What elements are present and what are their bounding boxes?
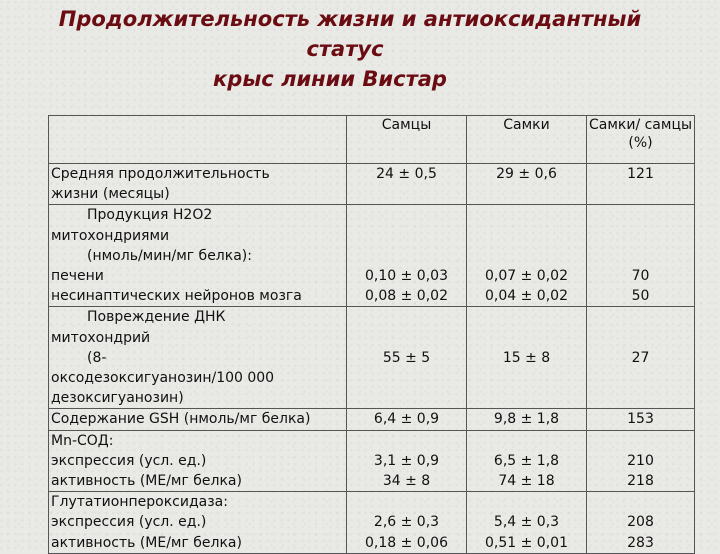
- cell-value: 2,6 ± 0,3: [373, 514, 440, 531]
- cell-ratio: [587, 409, 695, 430]
- slide-title: [0, 4, 720, 94]
- cell-value: 29 ± 0,6: [496, 166, 557, 182]
- cell-value: 74 ± 18: [498, 473, 555, 490]
- cell-ratio: [587, 164, 695, 205]
- cell-value: 34 ± 8: [382, 473, 431, 490]
- label-line: печени: [51, 268, 104, 285]
- label-line: Повреждение ДНК: [87, 309, 226, 326]
- table-row: [49, 307, 695, 409]
- cell-value: 50: [631, 288, 650, 305]
- cell-value: 9,8 ± 1,8: [493, 411, 560, 428]
- label-line: несинаптических нейронов мозга: [51, 288, 302, 305]
- cell-females: [467, 164, 587, 205]
- cell-ratio: [587, 430, 695, 492]
- row-label: [49, 205, 347, 307]
- label-line: оксодезоксигуанозин/100 000: [51, 370, 275, 387]
- cell-value: 70: [631, 268, 650, 285]
- cell-ratio: [587, 205, 695, 307]
- cell-females: [467, 409, 587, 430]
- label-line: активность (МЕ/мг белка): [51, 534, 242, 551]
- cell-value: 283: [627, 534, 654, 551]
- label-line: Mn-СОД:: [51, 432, 114, 449]
- table-row: [49, 164, 695, 205]
- cell-value: 0,07 ± 0,02: [485, 268, 568, 285]
- cell-males: [347, 492, 467, 554]
- cell-males: [347, 430, 467, 492]
- cell-value: 208: [627, 514, 654, 531]
- cell-males: [347, 409, 467, 430]
- cell-value: 3,1 ± 0,9: [373, 452, 440, 469]
- label-line: жизни (месяцы): [51, 186, 170, 203]
- cell-value: 24 ± 0,5: [376, 166, 437, 182]
- row-label: [49, 430, 347, 492]
- cell-value: 0,08 ± 0,02: [365, 288, 448, 305]
- cell-females: [467, 205, 587, 307]
- table-row: [49, 430, 695, 492]
- header-blank: [49, 116, 347, 164]
- cell-value: 55 ± 5: [382, 349, 431, 366]
- header-ratio: Самки/ самцы (%): [587, 116, 695, 164]
- label-line: дезоксигуанозин): [51, 390, 184, 407]
- label-line: Содержание GSH (нмоль/мг белка): [51, 411, 311, 428]
- label-line: (8-: [87, 349, 107, 366]
- cell-value: 15 ± 8: [502, 349, 551, 366]
- cell-ratio: [587, 307, 695, 409]
- title-line-3: крыс линии Вистар: [213, 67, 447, 91]
- cell-value: 6,4 ± 0,9: [373, 411, 440, 428]
- row-label: [49, 409, 347, 430]
- label-line: Глутатионпероксидаза:: [51, 494, 228, 511]
- label-line: (нмоль/мин/мг белка):: [87, 247, 252, 264]
- row-label: [49, 492, 347, 554]
- label-line: Средняя продолжительность: [51, 166, 270, 182]
- cell-value: 6,5 ± 1,8: [493, 452, 560, 469]
- label-line: митохондрий: [51, 329, 151, 346]
- cell-value: 0,51 ± 0,01: [485, 534, 568, 551]
- label-line: экспрессия (усл. ед.): [51, 452, 207, 469]
- title-line-2: статус: [306, 37, 384, 61]
- header-females: Самки: [467, 116, 587, 164]
- data-table: [48, 115, 695, 554]
- cell-value: 0,10 ± 0,03: [365, 268, 448, 285]
- cell-value: 210: [627, 452, 654, 469]
- cell-value: 121: [627, 166, 654, 182]
- header-males: Самцы: [347, 116, 467, 164]
- cell-males: [347, 307, 467, 409]
- cell-ratio: [587, 492, 695, 554]
- table-row: [49, 409, 695, 430]
- cell-value: 5,4 ± 0,3: [493, 514, 560, 531]
- cell-value: 27: [631, 349, 650, 366]
- cell-females: [467, 430, 587, 492]
- row-label: [49, 164, 347, 205]
- label-line: митохондриями: [51, 227, 170, 244]
- label-line: Продукция Н2О2: [87, 207, 213, 224]
- cell-value: 218: [627, 473, 654, 490]
- row-label: [49, 307, 347, 409]
- table-header-row: [49, 116, 695, 164]
- title-line-1: Продолжительность жизни и антиоксидантный: [58, 7, 642, 31]
- cell-value: 0,18 ± 0,06: [365, 534, 448, 551]
- label-line: активность (МЕ/мг белка): [51, 473, 242, 490]
- cell-males: [347, 205, 467, 307]
- label-line: экспрессия (усл. ед.): [51, 514, 207, 531]
- table-row: [49, 205, 695, 307]
- cell-value: 153: [627, 411, 654, 428]
- cell-males: [347, 164, 467, 205]
- cell-females: [467, 492, 587, 554]
- table-row: [49, 492, 695, 554]
- cell-females: [467, 307, 587, 409]
- cell-value: 0,04 ± 0,02: [485, 288, 568, 305]
